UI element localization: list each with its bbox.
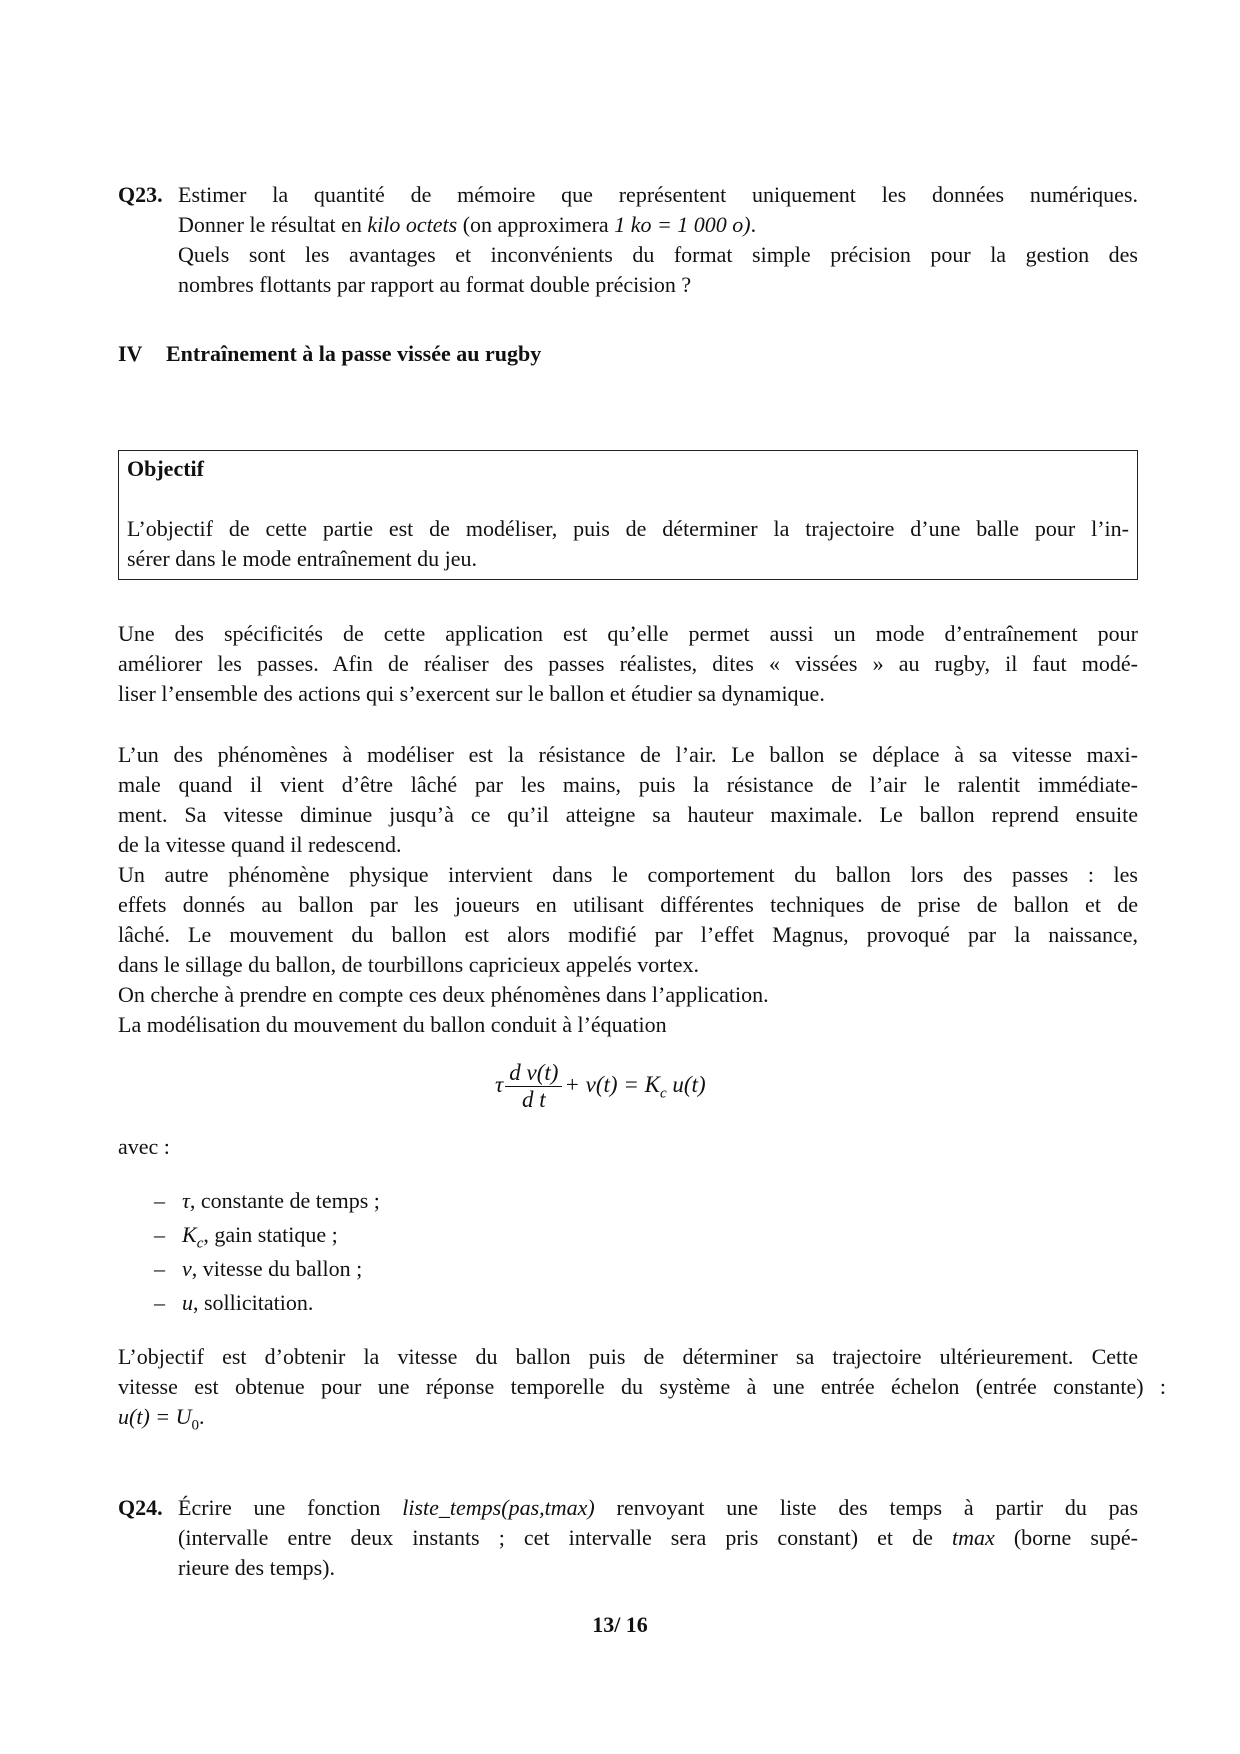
denominator: d t: [522, 1087, 546, 1112]
tau-symbol: τ: [495, 1071, 504, 1097]
text-line: La modélisation du mouvement du ballon conduit à l’équation: [118, 1012, 667, 1037]
symbol: u: [182, 1290, 193, 1315]
variable-list: [118, 1184, 1138, 1320]
text-line: male quand il vient d’être lâché par les mains, puis la résistance de l’air le ralentit immédiate-: [118, 772, 1138, 797]
equation-text: u(t): [666, 1071, 706, 1097]
text: , gain statique ;: [203, 1222, 338, 1247]
numerator: d v(t): [505, 1060, 562, 1087]
text-line: L’un des phénomènes à modéliser est la résistance de l’air. Le ballon se déplace à sa vitesse maxi-: [118, 742, 1138, 767]
text-italic: tmax: [951, 1525, 995, 1550]
text: renvoyant une liste des temps à partir du pas: [594, 1495, 1138, 1520]
text-line: ment. Sa vitesse diminue jusqu’à ce qu’il atteigne sa hauteur maximale. Le ballon reprend ensuite: [118, 802, 1138, 827]
subscript: c: [659, 1085, 667, 1102]
text: Donner le résultat en: [178, 212, 368, 237]
question-label: Q24.: [118, 1495, 163, 1520]
equation-text: + v(t) = K: [564, 1071, 660, 1097]
question-q24: [118, 1493, 1138, 1583]
text-line: [118, 1523, 1138, 1553]
page-number: 13/ 16: [592, 1612, 648, 1637]
text-line: Estimer la quantité de mémoire que représentent uniquement les données numériques.: [178, 182, 1138, 207]
text-italic: 1 ko = 1 000 o): [614, 212, 751, 237]
objective-title: Objectif: [127, 456, 204, 481]
symbol: K: [182, 1222, 197, 1247]
objective-line: sérer dans le mode entraînement du jeu.: [127, 546, 478, 571]
text: Écrire une fonction: [178, 1495, 403, 1520]
text-line: de la vitesse quand il redescend.: [118, 832, 402, 857]
text: , vitesse du ballon ;: [191, 1256, 363, 1281]
text-italic: kilo octets: [367, 212, 458, 237]
text-line: effets donnés au ballon par les joueurs en utilisant différentes techniques de prise de ballon et de: [118, 892, 1138, 917]
list-item: [118, 1252, 1138, 1286]
text-line: Quels sont les avantages et inconvénients du format simple précision pour la gestion des: [178, 242, 1138, 267]
section-title: Entraînement à la passe vissée au rugby: [166, 341, 542, 366]
text-line: Une des spécificités de cette application est qu’elle permet aussi un mode d’entraînement pour: [118, 621, 1138, 646]
text-line: lâché. Le mouvement du ballon est alors modifié par l’effet Magnus, provoqué par la naissance,: [118, 922, 1138, 947]
paragraph: [118, 1342, 1166, 1434]
text-line: [118, 1402, 1138, 1432]
fraction: [505, 1060, 562, 1113]
equation: [495, 1060, 706, 1113]
symbol: τ: [182, 1188, 190, 1213]
text: .: [199, 1404, 205, 1429]
text: (on approximera: [457, 212, 615, 237]
function-name: liste_temps(pas,tmax): [402, 1495, 595, 1520]
section-heading: [118, 339, 1138, 369]
paragraph: [118, 740, 1138, 1040]
text-line: L’objectif est d’obtenir la vitesse du ballon puis de déterminer sa trajectoire ultérieurement. Cette: [118, 1344, 1138, 1369]
subscript: 0: [191, 1417, 199, 1434]
list-item: [118, 1184, 1138, 1218]
text-line: [118, 1493, 1138, 1523]
text-line: On cherche à prendre en compte ces deux phénomènes dans l’application.: [118, 982, 769, 1007]
question-label: Q23.: [118, 182, 163, 207]
text-line: rieure des temps).: [178, 1555, 335, 1580]
question-q23: [118, 180, 1138, 300]
text-line: nombres flottants par rapport au format double précision ?: [178, 272, 692, 297]
list-item: [118, 1286, 1138, 1320]
subscript: c: [196, 1235, 204, 1252]
text: (intervalle entre deux instants ; cet intervalle sera pris constant) et de: [178, 1525, 952, 1550]
text-line: dans le sillage du ballon, de tourbillons capricieux appelés vortex.: [118, 952, 700, 977]
text-line: Un autre phénomène physique intervient dans le comportement du ballon lors des passes : les: [118, 862, 1138, 887]
text: .: [750, 212, 757, 237]
text: , constante de temps ;: [189, 1188, 380, 1213]
text-line: liser l’ensemble des actions qui s’exercent sur le ballon et étudier sa dynamique.: [118, 681, 825, 706]
text-line: vitesse est obtenue pour une réponse temporelle du système à une entrée échelon (entrée constante) :: [118, 1374, 1166, 1399]
objective-box: [118, 450, 1138, 580]
paragraph: [118, 619, 1138, 709]
text-line: [118, 210, 1138, 240]
section-number: IV: [118, 341, 143, 366]
avec-label: avec :: [118, 1134, 170, 1159]
symbol: v: [182, 1256, 192, 1281]
text-line: améliorer les passes. Afin de réaliser des passes réalistes, dites « vissées » au rugby, il faut modé-: [118, 651, 1138, 676]
text: , sollicitation.: [193, 1290, 314, 1315]
objective-line: L’objectif de cette partie est de modéliser, puis de déterminer la trajectoire d’une balle pour l’in-: [127, 516, 1129, 541]
equation-text: u(t) = U: [118, 1404, 192, 1429]
list-item: [118, 1218, 1138, 1252]
text: (borne supé-: [994, 1525, 1138, 1550]
